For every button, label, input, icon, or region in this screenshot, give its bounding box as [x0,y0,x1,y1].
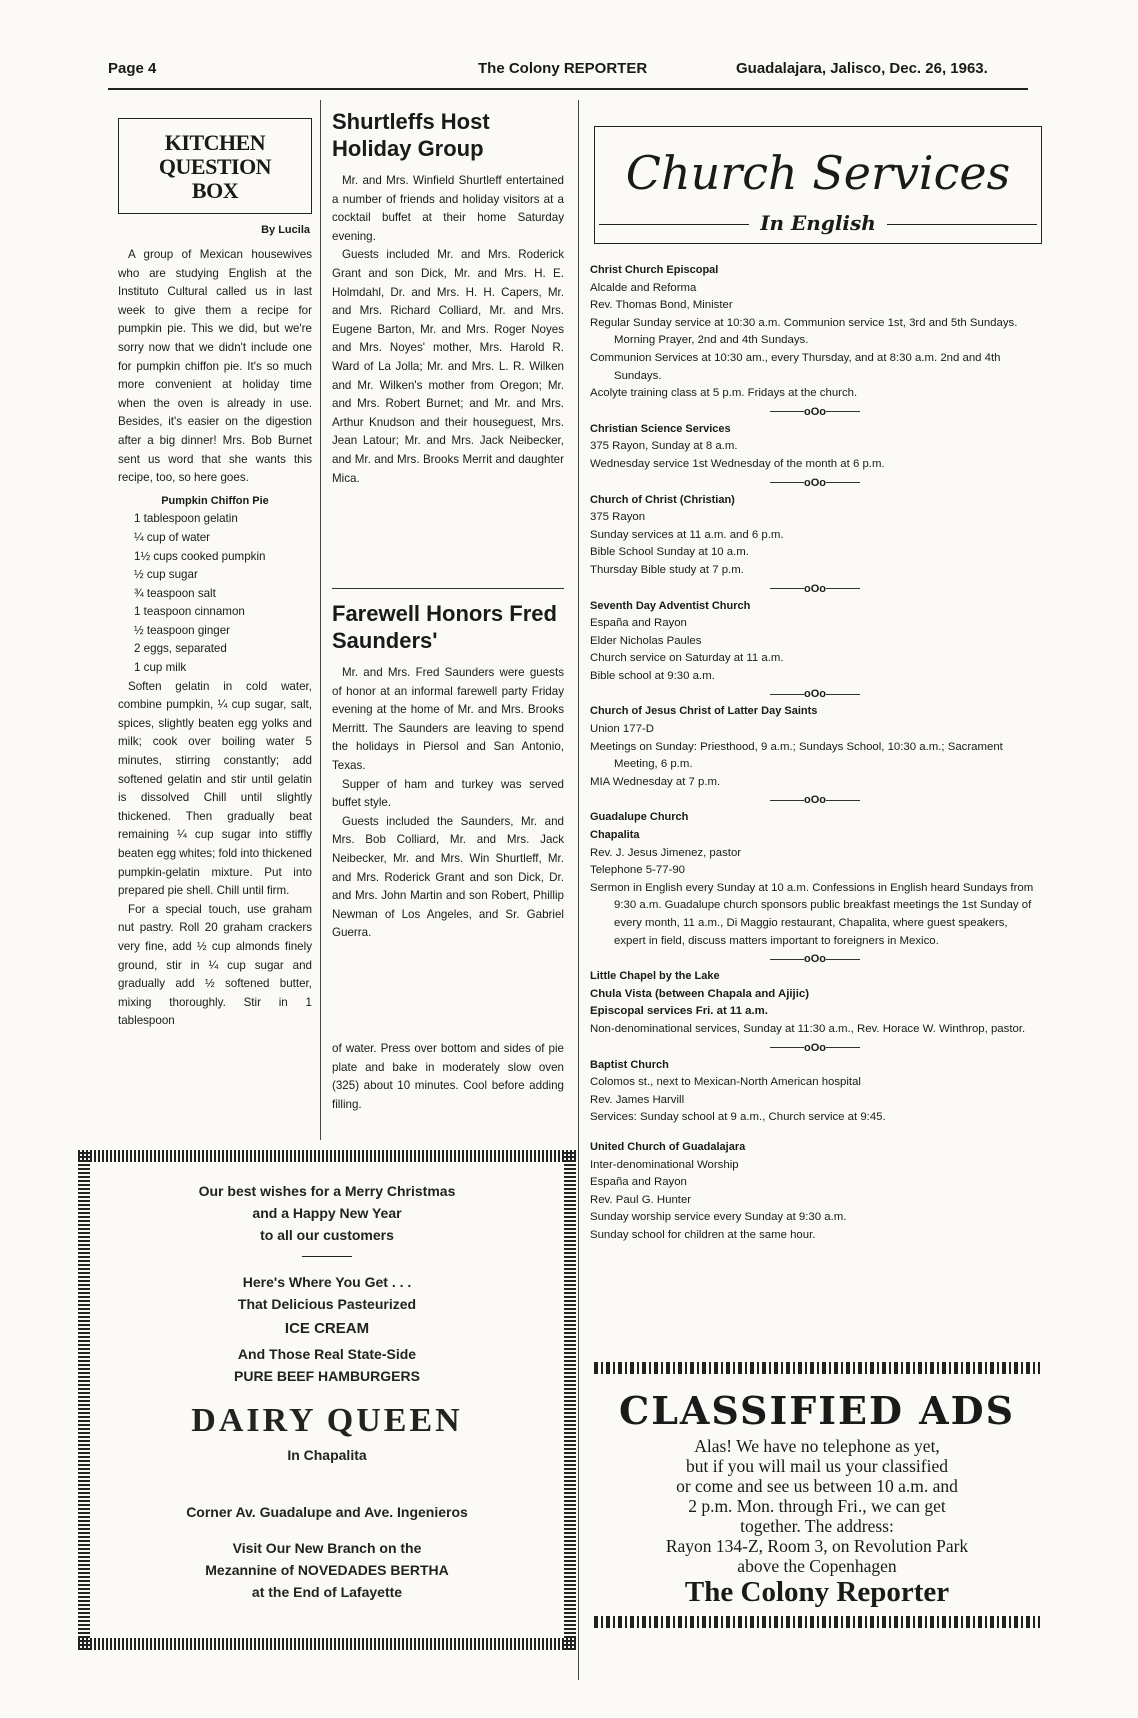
kitchen-byline: By Lucila [261,224,310,236]
ad-address: Corner Av. Guadalupe and Ave. Ingenieros [186,1504,468,1520]
paper-name: The Colony REPORTER [478,60,648,77]
ad-content [108,1174,546,1603]
church-line: Bible School Sunday at 10 a.m. [590,546,749,559]
church-entry [590,809,1040,950]
ad-line-6: ICE CREAM [284,1320,370,1337]
church-services-subtitle: In English [760,211,876,235]
recipe-title: Pumpkin Chiffon Pie [161,494,269,507]
shurtleffs-article [332,172,564,488]
dairy-queen-name: DAIRY QUEEN [191,1402,463,1439]
church-line: Acolyte training class at 5 p.m. Fridays at the church. [590,387,858,400]
church-name: Little Chapel by the Lake [590,970,720,983]
church-line: Sunday services at 11 a.m. and 6 p.m. [590,528,784,541]
kitchen-title-line-1: KITCHEN [164,130,266,155]
ad-border-bottom [78,1638,576,1650]
church-name: United Church of Guadalajara [590,1140,746,1153]
entry-divider: oOo [590,580,1040,598]
church-line: Wednesday service 1st Wednesday of the month at 6 p.m. [590,457,885,470]
ingredient-item: 1 cup milk [134,661,187,675]
church-name: Church of Jesus Christ of Latter Day Saints [590,705,818,718]
classified-ads-box [594,1362,1040,1628]
entry-divider: oOo [590,950,1040,968]
ad-line-4: Here's Where You Get . . . [242,1274,412,1290]
ingredient-item: 2 eggs, separated [134,642,227,656]
classified-border-top [594,1362,1040,1374]
church-entry [590,421,1040,474]
column-rule-1 [320,100,321,1140]
ingredient-item: ½ cup sugar [134,568,198,582]
church-line: España and Rayon [590,1176,687,1189]
classified-line: together. The address: [740,1516,894,1536]
entry-divider: oOo [590,685,1040,703]
farewell-headline: Farewell Honors Fred Saunders' [332,601,557,653]
ingredient-list [118,510,312,677]
kitchen-column [118,246,312,1031]
church-line: Alcalde and Reforma [590,281,697,294]
ad-line-7: And Those Real State-Side [237,1346,417,1362]
kitchen-title-line-3: BOX [191,178,239,203]
classified-line: Alas! We have no telephone as yet, [694,1436,940,1456]
recipe-method: Soften gelatin in cold water, combine pumpkin, ¼ cup sugar, salt, spices, slightly beaten egg yolks and milk; cook over boiling water 5 minutes, stirring constantly; add softened gelatin and stir until gelatin is dissolved Chill until slightly thickened. Then gradually beat remaining ¼ cup sugar into stiffly beaten egg whites; fold into thickened pumpkin-gelatin mixture. Put into prepared pie shell. Chill until firm. [118,679,313,898]
ad-line-8: PURE BEEF HAMBURGERS [234,1368,420,1384]
church-line: Rev. James Harvill [590,1093,685,1106]
shurtleffs-p1: Mr. and Mrs. Winfield Shurtleff entertained a number of friends and holiday visitors at a cocktail buffet at their home Saturday evening. [332,174,564,243]
masthead-rule [108,88,1028,90]
church-line: Chula Vista (between Chapala and Ajijic) [590,987,810,1000]
church-line: Elder Nicholas Paules [590,634,702,647]
church-name: Guadalupe Church [590,811,689,824]
church-line: Regular Sunday service at 10:30 a.m. Communion service 1st, 3rd and 5th Sundays. Morning Prayer, 2nd and 4th Sundays. [590,316,1018,347]
farewell-p3: Guests included the Saunders, Mr. and Mrs. Bob Colliard, Mr. and Mrs. Jack Neibecker, Mr. and Mrs. Win Shurtleff, Mr. and Mrs. Roderick Grant and son Dick, Dr. and Mrs. John Martin and son Robert, Phillip Newman of Los Angeles, and Sr. Gabriel Guerra. [332,814,564,940]
church-line: Communion Services at 10:30 am., every Thursday, and at 8:30 a.m. 2nd and 4th Sundays. [590,351,1001,382]
church-line: Sermon in English every Sunday at 10 a.m. Confessions in English heard Sundays from 9:30 a.m. Guadalupe church sponsors public breakfast meetings the 1st Sunday of every month, 11 a.m., Di Maggio restaurant, Chapalita, where guest speakers, expert in field, discuss matters important to foreigners in Mexico. [590,881,1034,947]
church-line: Rev. Paul G. Hunter [590,1193,692,1206]
church-listings [590,262,1040,1245]
ad-line-5: That Delicious Pasteurized [237,1296,417,1312]
ad-branch-3: at the End of Lafayette [251,1584,403,1600]
entry-divider: oOo [590,791,1040,809]
kitchen-title-line-2: QUESTION [158,154,272,179]
ad-branch-1: Visit Our New Branch on the [232,1540,422,1556]
church-line: Bible school at 9:30 a.m. [590,669,715,682]
church-line: Non-denominational services, Sunday at 11:30 a.m., Rev. Horace W. Winthrop, pastor. [590,1022,1026,1035]
entry-divider: oOo [590,1039,1040,1057]
ingredient-item: 1½ cups cooked pumpkin [134,549,266,563]
church-line: Telephone 5-77-90 [590,864,685,877]
church-line: Sunday worship service every Sunday at 9:30 a.m. [590,1211,847,1224]
entry-divider: oOo [590,474,1040,492]
church-entry [590,598,1040,686]
church-name: Seventh Day Adventist Church [590,599,751,612]
farewell-p1: Mr. and Mrs. Fred Saunders were guests of honor at an informal farewell party Friday evening at the home of Mr. and Mrs. Brooks Merritt. The Saunders are leaving to spend the holidays in Piersol and San Antonio, Texas. [332,666,564,772]
ad-border-left [78,1150,90,1650]
recipe-special-touch: For a special touch, use graham nut pastry. Roll 20 graham crackers very fine, add ½ cup almonds finely ground, stir in ¼ cup sugar and gradually add ½ softened butter, mixing thoroughly. Stir in 1 tablespoon [118,902,312,1028]
article-divider [332,588,564,589]
church-name: Baptist Church [590,1058,669,1071]
farewell-p2: Supper of ham and turkey was served buffet style. [332,777,564,810]
church-services-title: Church Services [625,146,1011,200]
church-entry [590,968,1040,1038]
ingredient-item: ¼ cup of water [134,530,211,544]
ad-greeting-2: and a Happy New Year [252,1205,402,1221]
kitchen-question-box-heading [118,118,312,214]
ingredient-item: 1 teaspoon cinnamon [134,605,245,619]
church-line: Rev. J. Jesus Jimenez, pastor [590,846,742,859]
church-line: Services: Sunday school at 9 a.m., Church service at 9:45. [590,1111,886,1124]
ad-border-right [564,1150,576,1650]
church-line: Thursday Bible study at 7 p.m. [590,563,744,576]
ad-location: In Chapalita [287,1447,367,1463]
church-line: Union 177-D [590,723,654,736]
classified-line: but if you will mail us your classified [686,1456,948,1476]
church-line: Chapalita [590,829,640,842]
church-line: Inter-denominational Worship [590,1158,739,1171]
classified-body [604,1436,1030,1576]
recipe-continued: of water. Press over bottom and sides of pie plate and bake in moderately slow oven (325) about 10 minutes. Cool before adding filling. [332,1042,564,1111]
church-entry [590,1139,1040,1245]
ingredient-item: ¾ teaspoon salt [134,586,216,600]
kitchen-continued [332,1040,564,1114]
masthead [108,60,1028,86]
dairy-queen-ad [78,1150,576,1650]
classified-border-bottom [594,1616,1040,1628]
shurtleffs-p2: Guests included Mr. and Mrs. Roderick Grant and son Dick, Mr. and Mrs. H. E. Holmdahl, Dr. and Mrs. H. H. Capers, Mr. and Mrs. Richard Colliard, Mr. and Mrs. Eugene Barton, Mr. and Mrs. Roger Noyes and Mrs. Noyes' mother, Mrs. Harold R. Ward of La Jolla; Mr. and Mrs. L. R. Wilken and Mr. Wilken's mother from Oregon; Mr. and Mrs. Robert Burnet; and Mr. and Mrs. Arthur Knudson and their houseguest, Mrs. Jean Latour; Mr. and Mrs. Jack Neibecker, and Mr. and Mrs. Brooks Merrit and daughter Mica. [332,248,564,485]
church-entry [590,262,1040,403]
classified-line: or come and see us between 10 a.m. and [676,1476,958,1496]
church-name: Christ Church Episcopal [590,264,719,276]
entry-divider: oOo [590,403,1040,421]
church-entry [590,703,1040,791]
church-entry [590,492,1040,580]
church-entry [590,1057,1040,1127]
church-line: Colomos st., next to Mexican-North American hospital [590,1076,861,1089]
column-rule-2 [578,100,579,1680]
ingredient-item: 1 tablespoon gelatin [134,512,238,526]
page-number: Page 4 [108,60,157,77]
classified-line: above the Copenhagen [737,1556,897,1576]
dateline: Guadalajara, Jalisco, Dec. 26, 1963. [736,60,988,77]
classified-line: 2 p.m. Mon. through Fri., we can get [688,1496,946,1516]
church-line: Rev. Thomas Bond, Minister [590,299,733,312]
ingredient-item: ½ teaspoon ginger [134,623,231,637]
church-line: Episcopal services Fri. at 11 a.m. [590,1005,768,1018]
church-line: Sunday school for children at the same hour. [590,1228,816,1241]
farewell-article [332,664,564,943]
ad-greeting-3: to all our customers [260,1227,394,1243]
church-line: 375 Rayon, Sunday at 8 a.m. [590,440,738,453]
classified-title: CLASSIFIED ADS [618,1388,1016,1433]
shurtleffs-headline: Shurtleffs Host Holiday Group [332,109,490,161]
church-line: Church service on Saturday at 11 a.m. [590,652,784,665]
kitchen-intro: A group of Mexican housewives who are studying English at the Instituto Cultural called us in last week to give them a recipe for pumpkin pie. This we did, but we're sorry now that we didn't include one for pumpkin chiffon pie. It's so much more convenient at holiday time when the oven is already in use. Besides, it's easier on the digestion after a big dinner! Mrs. Bob Burnet sent us word that she wants this recipe, too, so here goes. [118,248,312,485]
classified-signature: The Colony Reporter [684,1576,950,1608]
church-line: MIA Wednesday at 7 p.m. [590,775,721,788]
church-subtitle-row [595,211,1041,235]
ad-divider [302,1256,352,1257]
church-line: 375 Rayon [590,511,646,524]
ad-branch-2: Mezannine of NOVEDADES BERTHA [205,1562,449,1578]
church-services-heading [594,126,1042,244]
church-line: España and Rayon [590,617,687,630]
classified-line: Rayon 134-Z, Room 3, on Revolution Park [665,1536,969,1556]
church-name: Church of Christ (Christian) [590,493,735,506]
ad-greeting-1: Our best wishes for a Merry Christmas [198,1183,456,1199]
ad-border-top [78,1150,576,1162]
church-line: Meetings on Sunday: Priesthood, 9 a.m.; Sundays School, 10:30 a.m.; Sacrament Meeting, 6 p.m. [590,740,1003,771]
church-name: Christian Science Services [590,422,731,435]
